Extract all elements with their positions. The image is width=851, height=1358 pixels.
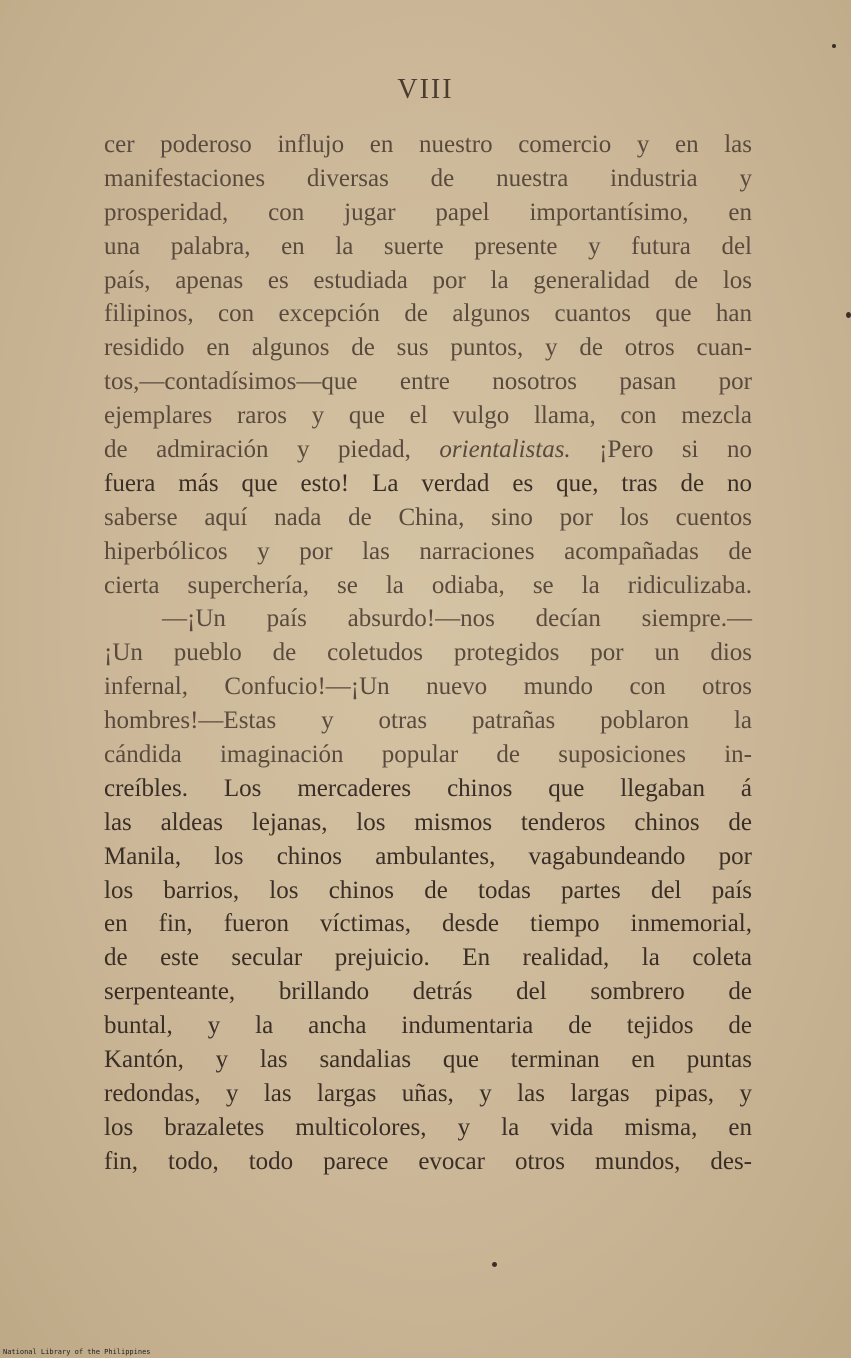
text-line: infernal, Confucio!—¡Un nuevo mundo con otros xyxy=(104,673,752,701)
library-credit: National Library of the Philippines xyxy=(3,1348,151,1356)
text-line: cer poderoso influjo en nuestro comercio y en las xyxy=(104,131,752,158)
text-line: prosperidad, con jugar papel importantísimo, en xyxy=(104,198,752,226)
ink-speck xyxy=(832,44,836,48)
text-line: ¡Un pueblo de coletudos protegidos por un dios xyxy=(104,639,752,667)
text-line: país, apenas es estudiada por la generalidad de los xyxy=(104,266,752,294)
text-line: de este secular prejuicio. En realidad, la coleta xyxy=(104,944,752,972)
text-line: filipinos, con excepción de algunos cuantos que han xyxy=(104,300,752,328)
text-line: creíbles. Los mercaderes chinos que llegaban á xyxy=(104,774,752,802)
text-line: fuera más que esto! La verdad es que, tras de no xyxy=(104,469,752,497)
ink-speck xyxy=(846,312,851,318)
text-line-indented: —¡Un país absurdo!—nos decían siempre.— xyxy=(162,605,752,633)
text-line: buntal, y la ancha indumentaria de tejidos de xyxy=(104,1012,752,1040)
text-line: cándida imaginación popular de suposiciones in- xyxy=(104,741,752,769)
text-fragment: de admiración y piedad, xyxy=(104,436,440,464)
text-line: fin, todo, todo parece evocar otros mundos, des- xyxy=(104,1147,752,1175)
text-line: redondas, y las largas uñas, y las largas pipas, y xyxy=(104,1079,752,1107)
body-text xyxy=(104,128,752,1179)
text-line: tos,—contadísimos—que entre nosotros pasan por xyxy=(104,368,752,396)
text-line: saberse aquí nada de China, sino por los cuentos xyxy=(104,503,752,531)
text-line: hombres!—Estas y otras patrañas poblaron la xyxy=(104,707,752,735)
text-line: manifestaciones diversas de nuestra industria y xyxy=(104,164,752,192)
text-line: Manila, los chinos ambulantes, vagabundeando por xyxy=(104,842,752,870)
text-line: los barrios, los chinos de todas partes del país xyxy=(104,876,752,904)
text-line: residido en algunos de sus puntos, y de otros cuan- xyxy=(104,334,752,362)
text-line-with-italic xyxy=(104,433,752,467)
text-line: Kantón, y las sandalias que terminan en puntas xyxy=(104,1046,752,1074)
italic-term: orientalistas. xyxy=(439,436,571,464)
text-line: una palabra, en la suerte presente y futura del xyxy=(104,232,752,260)
text-line: en fin, fueron víctimas, desde tiempo inmemorial, xyxy=(104,910,752,938)
text-line: hiperbólicos y por las narraciones acompañadas de xyxy=(104,537,752,565)
page-number: VIII xyxy=(397,74,454,105)
text-line: serpenteante, brillando detrás del sombrero de xyxy=(104,978,752,1006)
text-line: ejemplares raros y que el vulgo llama, con mezcla xyxy=(104,402,752,430)
text-line: cierta superchería, se la odiaba, se la ridiculizaba. xyxy=(104,571,752,599)
text-line: las aldeas lejanas, los mismos tenderos chinos de xyxy=(104,808,752,836)
text-fragment: ¡Pero si no xyxy=(570,436,752,464)
ink-speck xyxy=(492,1262,497,1267)
text-line: los brazaletes multicolores, y la vida misma, en xyxy=(104,1113,752,1141)
